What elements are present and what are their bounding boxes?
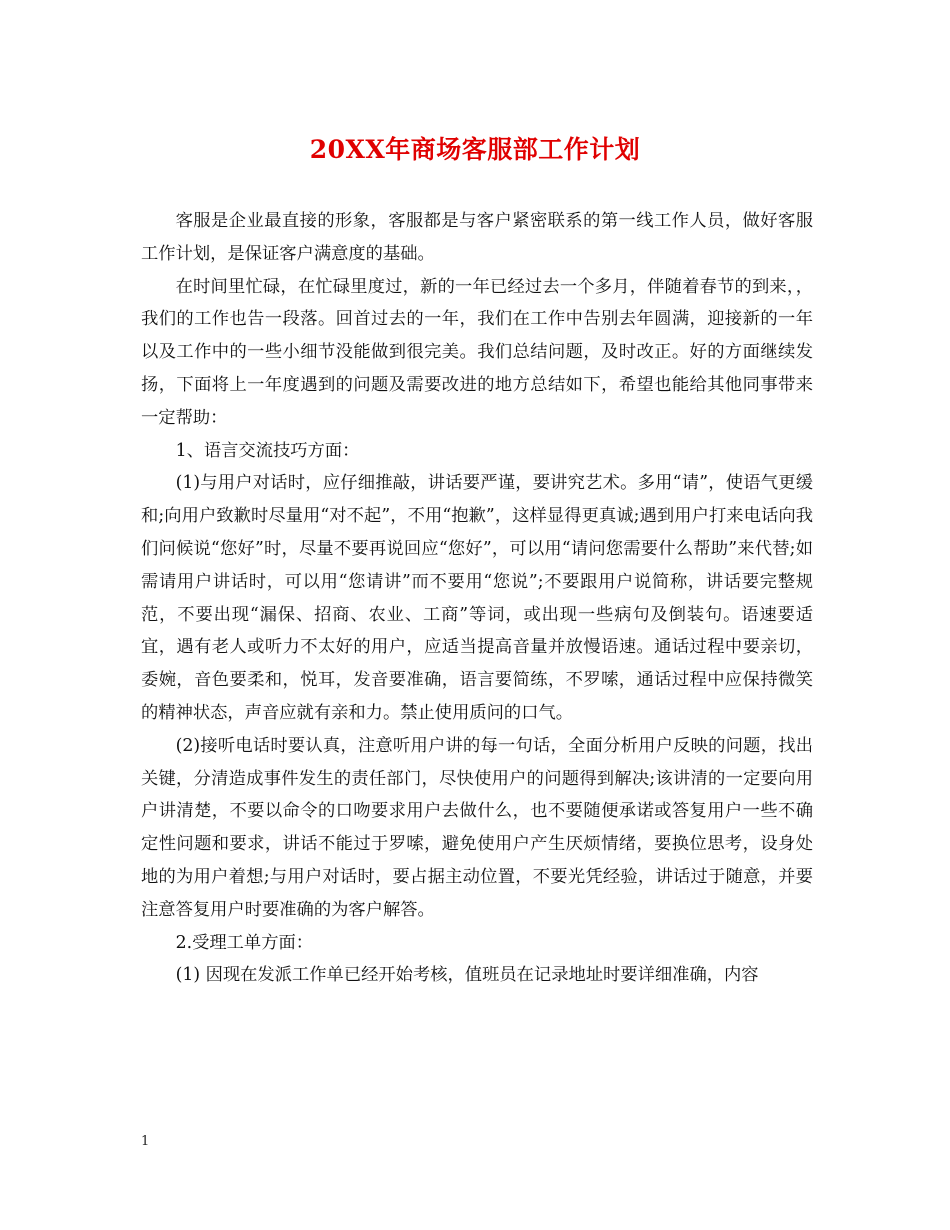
paragraph-language-2: (2)接听电话时要认真，注意听用户讲的每一句话，全面分析用户反映的问题，找出关键，分清造成事件发生的责任部门，尽快使用户的问题得到解决;该讲清的一定要向用户讲清楚，不要以命令的口吻要求用户去做什么，也不要随便承诺或答复用户一些不确定性问题和要求，讲话不能过于罗嗦，避免使用户产生厌烦情绪，要换位思考，设身处地的为用户着想;与用户对话时，要占据主动位置，不要光凭经验，讲话过于随意，并要注意答复用户时要准确的为客户解答。 <box>141 735 813 920</box>
paragraph-intro: 客服是企业最直接的形象，客服都是与客户紧密联系的第一线工作人员，做好客服工作计划，是保证客户满意度的基础。 <box>141 211 813 264</box>
section-heading-language: 1、语言交流技巧方面： <box>175 440 360 461</box>
document-title: 20XX年商场客服部工作计划 <box>309 135 641 164</box>
document-body <box>141 205 813 992</box>
paragraph-language-1: (1)与用户对话时，应仔细推敲，讲话要严谨，要讲究艺术。多用“请”，使语气更缓和;向用户致歉时尽量用“对不起”，不用“抱歉”，这样显得更真诚;遇到用户打来电话向我们问候说“您好”时，尽量不要再说回应“您好”，可以用“请问您需要什么帮助”来代替;如需请用户讲话时，可以用“您请讲”而不要用“您说”;不要跟用户说简称，讲话要完整规范，不要出现“漏保、招商、农业、工商”等词，或出现一些病句及倒装句。语速要适宜，遇有老人或听力不太好的用户，应适当提高音量并放慢语速。通话过程中要亲切，委婉，音色要柔和，悦耳，发音要准确，语言要简练，不罗嗦，通话过程中应保持微笑的精神状态，声音应就有亲和力。禁止使用质问的口气。 <box>141 473 813 723</box>
section-heading-workorder: 2.受理工单方面： <box>175 932 314 953</box>
page-number: 1 <box>141 1134 150 1149</box>
paragraph-workorder-1: (1) 因现在发派工作单已经开始考核，值班员在记录地址时要详细准确，内容 <box>175 965 759 986</box>
paragraph-review: 在时间里忙碌，在忙碌里度过，新的一年已经过去一个多月，伴随着春节的到来，，我们的工作也告一段落。回首过去的一年，我们在工作中告别去年圆满，迎接新的一年以及工作中的一些小细节没能做到很完美。我们总结问题，及时改正。好的方面继续发扬，下面将上一年度遇到的问题及需要改进的地方总结如下，希望也能给其他同事带来一定帮助： <box>141 276 813 428</box>
